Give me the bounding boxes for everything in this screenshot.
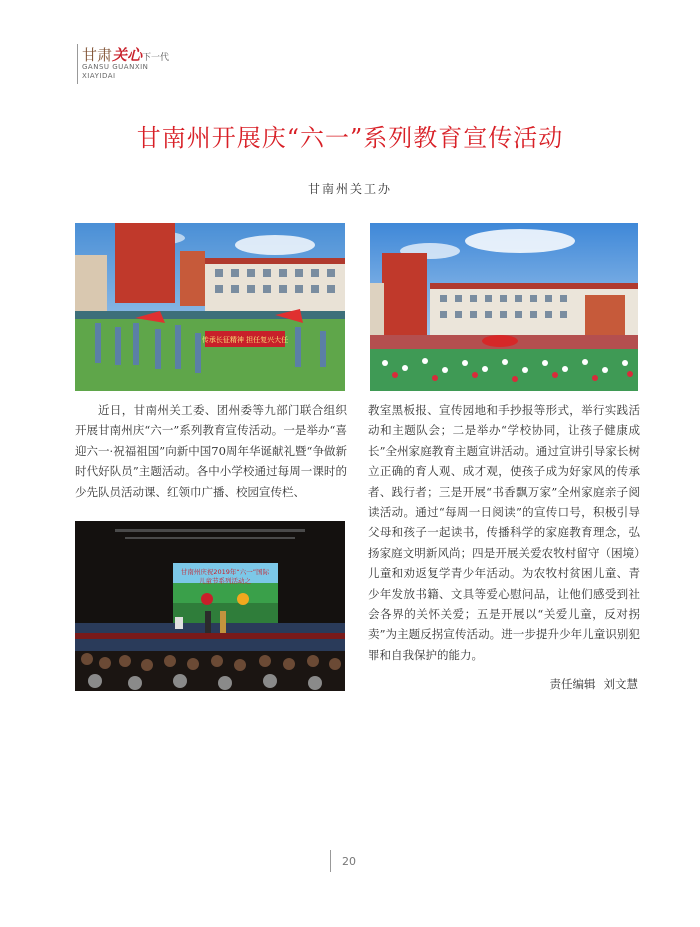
masthead-en-line1: GANSU GUANXIN xyxy=(82,63,149,71)
masthead-logo xyxy=(82,44,202,84)
page-number-divider xyxy=(330,850,331,872)
editor-label: 责任编辑 xyxy=(549,677,596,691)
masthead-cn-red: 关心 xyxy=(112,46,143,64)
photo-stadium-performance xyxy=(370,223,638,391)
masthead-cn xyxy=(82,44,169,65)
masthead-cn-prefix: 甘肃 xyxy=(82,46,113,64)
masthead-cn-suffix: 下一代 xyxy=(142,53,170,63)
masthead-en xyxy=(82,63,148,81)
article-title: 甘南州开展庆“六一”系列教育宣传活动 xyxy=(136,124,564,152)
editor-credit xyxy=(520,676,638,692)
masthead-en-line2: XIAYIDAI xyxy=(82,72,116,80)
page-number: 20 xyxy=(342,855,356,868)
banner1-text: 传承长征精神 担任复兴大任 xyxy=(201,336,289,344)
article-author: 甘南州关工办 xyxy=(307,182,392,196)
stage-banner-line2: 儿童节系列活动之 xyxy=(199,577,251,585)
article-column-left: 近日，甘南州关工委、团州委等九部门联合组织开展甘南州庆“六一”系列教育宣传活动。一是举办“喜迎六一·祝福祖国”向新中国70周年华诞献礼暨“争做新时代好队员”主题活动。各中小学校通过每周一课时的少先队员活动课、红领巾广播、校园宣传栏、 xyxy=(75,403,347,499)
stage-banner-line1: 甘南州庆祝2019年“六一”国际 xyxy=(180,568,270,576)
editor-name: 刘文慧 xyxy=(603,677,638,691)
photo-auditorium-stage xyxy=(75,521,345,691)
article-column-right: 教室黑板报、宣传园地和手抄报等形式，举行实践活动和主题队会；二是举办“学校协同，让孩子健康成长”全州家庭教育主题宣讲活动。通过宣讲引导家长树立正确的育人观、成才观，使孩子成为好家风的传承者、践行者；三是开展“书香飘万家”全州家庭亲子阅读活动。通过“每周一日阅读”的宣传口号，积极引导父母和孩子一起读书，传播科学的家庭教育理念，弘扬家庭文明新风尚；四是开展关爱农牧村留守（困境）儿童和劝返复学青少年活动。为农牧村贫困儿童、青少年发放书籍、文具等爱心慰问品，让他们感受到社会各界的关怀关爱；五是开展以“关爱儿童，反对拐卖”为主题反拐宣传活动。进一步提升少年儿童识别犯罪和自我保护的能力。 xyxy=(368,403,640,662)
photo-school-performance xyxy=(75,223,345,391)
masthead-divider xyxy=(77,44,78,84)
